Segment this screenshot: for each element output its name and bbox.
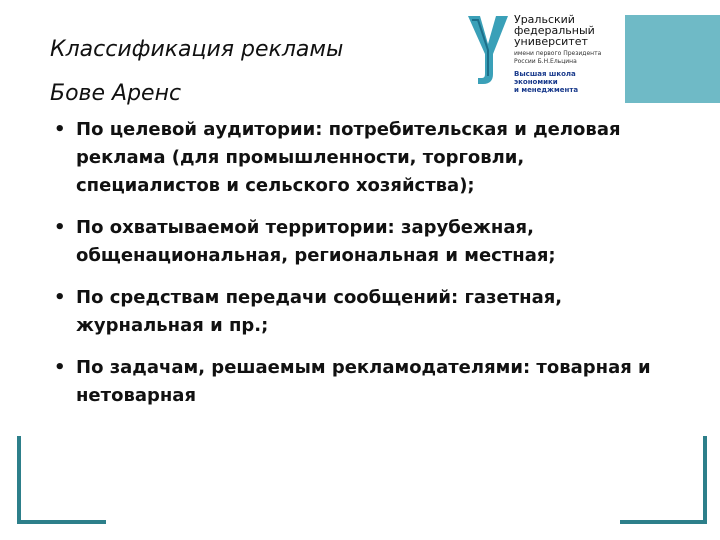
bullet-item [52,214,672,270]
frame-corner-bottom-left [17,436,106,524]
bullet-dot: • [54,119,66,140]
bullet-text: По средствам передачи сообщений: газетная, журнальная и пр.; [76,287,563,336]
slide-title-block [50,28,343,116]
bullet-item [52,284,672,340]
accent-rectangle [625,15,720,103]
bullet-list [52,116,672,424]
slide-title: Классификация рекламы [50,37,344,62]
logo-school-name: Высшая школа экономики и менеджмента [514,70,579,94]
bullet-text: По задачам, решаемым рекламодателями: товарная и нетоварная [76,357,651,406]
slide-subtitle-author: Бове Аренс [50,81,182,106]
urfu-logo [466,14,608,104]
bullet-dot: • [54,217,66,238]
bullet-text: По целевой аудитории: потребительская и деловая реклама (для промышленности, торговли, специалистов и сельского хозяйства); [76,119,621,196]
bullet-dot: • [54,287,66,308]
urfu-y-logo-icon [466,14,510,86]
logo-university-name: Уральский федеральный университет [514,13,595,48]
logo-university-subtitle: имени первого Президента России Б.Н.Ельцина [514,50,602,65]
bullet-dot: • [54,357,66,378]
frame-corner-bottom-right [620,436,707,524]
bullet-item [52,354,672,410]
bullet-text: По охватываемой территории: зарубежная, общенациональная, региональная и местная; [76,217,556,266]
logo-text [514,14,601,94]
bullet-item [52,116,672,200]
